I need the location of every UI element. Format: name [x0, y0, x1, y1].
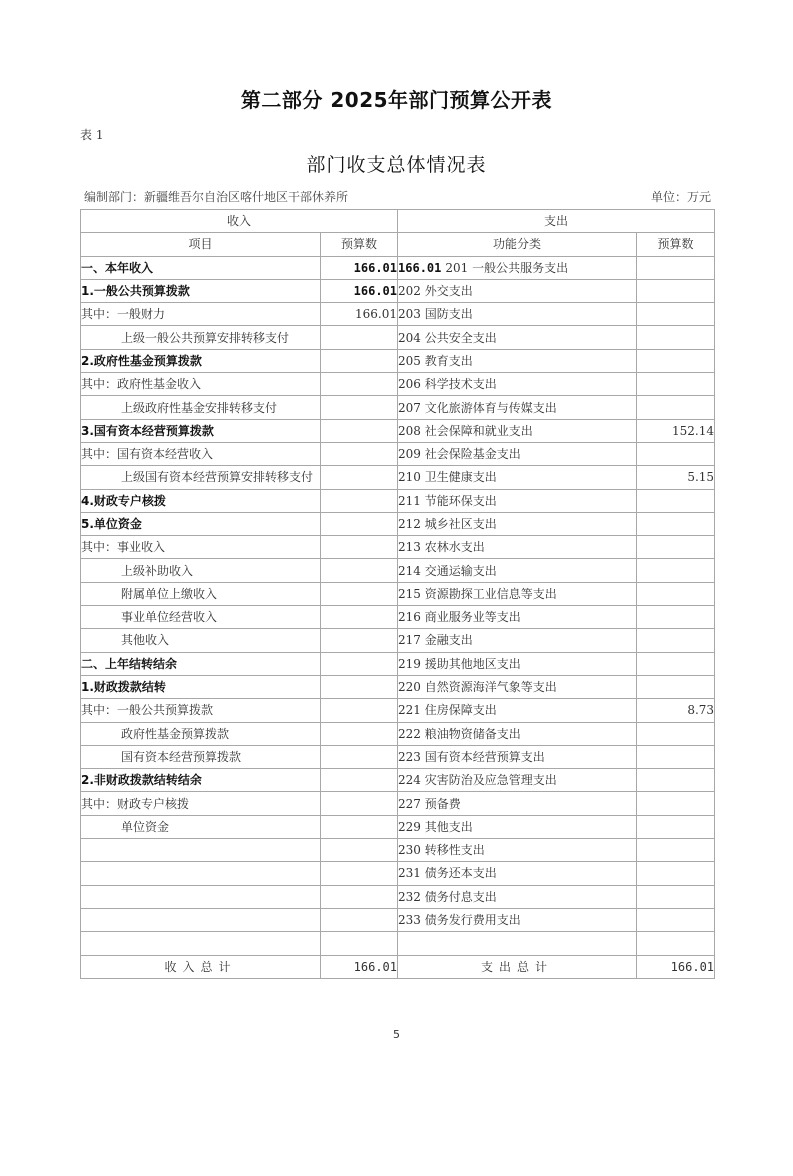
table-row	[81, 466, 715, 489]
income-amount	[321, 396, 398, 419]
income-amount	[321, 652, 398, 675]
function-category: 209 社会保险基金支出	[398, 442, 637, 465]
function-category: 202 外交支出	[398, 279, 637, 302]
function-category: 224 灾害防治及应急管理支出	[398, 769, 637, 792]
income-amount	[321, 489, 398, 512]
expense-amount	[637, 349, 715, 372]
income-item	[81, 839, 321, 862]
expense-amount	[637, 652, 715, 675]
income-amount	[321, 629, 398, 652]
income-item: 一、本年收入	[81, 256, 321, 279]
function-category-label: 201 一般公共服务支出	[445, 260, 569, 275]
income-item: 其中：财政专户核拨	[81, 792, 321, 815]
expense-total-value: 166.01	[637, 955, 715, 978]
income-item: 2.政府性基金预算拨款	[81, 349, 321, 372]
income-item: 上级一般公共预算安排转移支付	[81, 326, 321, 349]
function-category: 208 社会保障和就业支出	[398, 419, 637, 442]
table-row	[81, 582, 715, 605]
income-item: 其中：事业收入	[81, 536, 321, 559]
income-item: 事业单位经营收入	[81, 606, 321, 629]
table-row	[81, 675, 715, 698]
income-amount	[321, 839, 398, 862]
income-amount	[321, 932, 398, 955]
table-row	[81, 932, 715, 955]
column-header-income-budget: 预算数	[321, 233, 398, 256]
income-amount	[321, 349, 398, 372]
function-category: 210 卫生健康支出	[398, 466, 637, 489]
income-item: 政府性基金预算拨款	[81, 722, 321, 745]
expense-amount	[637, 629, 715, 652]
table-row	[81, 349, 715, 372]
income-item: 其中：一般公共预算拨款	[81, 699, 321, 722]
expense-amount	[637, 908, 715, 931]
table-row	[81, 745, 715, 768]
income-item: 1.财政拨款结转	[81, 675, 321, 698]
function-category: 233 债务发行费用支出	[398, 908, 637, 931]
expense-amount	[637, 582, 715, 605]
function-category: 205 教育支出	[398, 349, 637, 372]
income-item: 其中：政府性基金收入	[81, 373, 321, 396]
income-item	[81, 885, 321, 908]
function-category: 221 住房保障支出	[398, 699, 637, 722]
function-category	[398, 932, 637, 955]
function-category: 222 粮油物资储备支出	[398, 722, 637, 745]
income-amount	[321, 373, 398, 396]
table-row	[81, 815, 715, 838]
expense-amount	[637, 256, 715, 279]
table-row	[81, 792, 715, 815]
table-row	[81, 769, 715, 792]
expense-amount: 152.14	[637, 419, 715, 442]
function-category: 206 科学技术支出	[398, 373, 637, 396]
function-category: 204 公共安全支出	[398, 326, 637, 349]
income-total-label: 收入总计	[81, 955, 321, 978]
table-title: 部门收支总体情况表	[306, 154, 487, 176]
budget-summary-table	[80, 209, 715, 979]
income-item: 上级国有资本经营预算安排转移支付	[81, 466, 321, 489]
income-item: 国有资本经营预算拨款	[81, 745, 321, 768]
expense-amount	[637, 512, 715, 535]
overflow-amount: 166.01	[398, 260, 442, 275]
function-category	[398, 256, 637, 279]
income-item	[81, 908, 321, 931]
expense-amount	[637, 675, 715, 698]
table-row	[81, 559, 715, 582]
table-row	[81, 699, 715, 722]
function-category: 203 国防支出	[398, 303, 637, 326]
compiling-department: 编制部门：新疆维吾尔自治区喀什地区干部休养所	[84, 190, 349, 204]
income-amount	[321, 419, 398, 442]
income-amount	[321, 745, 398, 768]
function-category: 220 自然资源海洋气象等支出	[398, 675, 637, 698]
function-category: 214 交通运输支出	[398, 559, 637, 582]
income-item	[81, 932, 321, 955]
income-item: 其中：国有资本经营收入	[81, 442, 321, 465]
income-amount	[321, 769, 398, 792]
function-category: 227 预备费	[398, 792, 637, 815]
income-amount	[321, 908, 398, 931]
function-category: 215 资源勘探工业信息等支出	[398, 582, 637, 605]
income-amount	[321, 536, 398, 559]
table-row	[81, 652, 715, 675]
table-row	[81, 862, 715, 885]
income-section-header: 收入	[81, 210, 398, 233]
income-item: 二、上年结转结余	[81, 652, 321, 675]
function-category: 232 债务付息支出	[398, 885, 637, 908]
column-header-expense-budget: 预算数	[637, 233, 715, 256]
function-category: 231 债务还本支出	[398, 862, 637, 885]
expense-section-header: 支出	[398, 210, 715, 233]
table-row	[81, 396, 715, 419]
income-item: 1.一般公共预算拨款	[81, 279, 321, 302]
document-title: 第二部分 2025年部门预算公开表	[240, 88, 553, 112]
income-item: 单位资金	[81, 815, 321, 838]
expense-amount	[637, 722, 715, 745]
expense-amount	[637, 326, 715, 349]
table-row	[81, 512, 715, 535]
function-category: 230 转移性支出	[398, 839, 637, 862]
income-item: 5.单位资金	[81, 512, 321, 535]
function-category: 212 城乡社区支出	[398, 512, 637, 535]
expense-amount	[637, 536, 715, 559]
table-row	[81, 629, 715, 652]
income-amount	[321, 582, 398, 605]
income-amount	[321, 512, 398, 535]
function-category: 216 商业服务业等支出	[398, 606, 637, 629]
expense-amount: 5.15	[637, 466, 715, 489]
income-amount	[321, 559, 398, 582]
income-amount	[321, 675, 398, 698]
table-row	[81, 489, 715, 512]
section-header-row	[81, 210, 715, 233]
table-row	[81, 303, 715, 326]
table-row	[81, 839, 715, 862]
expense-amount	[637, 932, 715, 955]
expense-amount	[637, 885, 715, 908]
unit-label: 单位：万元	[650, 190, 711, 204]
function-category: 229 其他支出	[398, 815, 637, 838]
income-item: 4.财政专户核拨	[81, 489, 321, 512]
income-item: 上级补助收入	[81, 559, 321, 582]
income-amount: 166.01	[321, 279, 398, 302]
table-row	[81, 908, 715, 931]
expense-amount	[637, 489, 715, 512]
income-amount	[321, 442, 398, 465]
column-header-row	[81, 233, 715, 256]
expense-amount	[637, 745, 715, 768]
table-row	[81, 279, 715, 302]
table-row	[81, 722, 715, 745]
income-amount	[321, 326, 398, 349]
income-amount	[321, 722, 398, 745]
income-amount: 166.01	[321, 256, 398, 279]
expense-amount: 8.73	[637, 699, 715, 722]
income-item: 上级政府性基金安排转移支付	[81, 396, 321, 419]
totals-row	[81, 955, 715, 978]
expense-amount	[637, 815, 715, 838]
income-item: 2.非财政拨款结转结余	[81, 769, 321, 792]
expense-amount	[637, 769, 715, 792]
income-amount	[321, 606, 398, 629]
function-category: 211 节能环保支出	[398, 489, 637, 512]
income-amount	[321, 862, 398, 885]
function-category: 219 援助其他地区支出	[398, 652, 637, 675]
table-row	[81, 326, 715, 349]
expense-amount	[637, 442, 715, 465]
table-row	[81, 885, 715, 908]
expense-total-label: 支出总计	[398, 955, 637, 978]
table-row	[81, 606, 715, 629]
page-number: 5	[393, 1028, 400, 1041]
income-total-value: 166.01	[321, 955, 398, 978]
expense-amount	[637, 396, 715, 419]
table-number: 表 1	[80, 128, 104, 142]
function-category: 207 文化旅游体育与传媒支出	[398, 396, 637, 419]
expense-amount	[637, 559, 715, 582]
column-header-item: 项目	[81, 233, 321, 256]
function-category: 223 国有资本经营预算支出	[398, 745, 637, 768]
income-amount	[321, 699, 398, 722]
income-item: 其中：一般财力	[81, 303, 321, 326]
income-item: 3.国有资本经营预算拨款	[81, 419, 321, 442]
table-row	[81, 419, 715, 442]
column-header-function: 功能分类	[398, 233, 637, 256]
expense-amount	[637, 606, 715, 629]
income-amount: 166.01	[321, 303, 398, 326]
expense-amount	[637, 279, 715, 302]
income-item: 附属单位上缴收入	[81, 582, 321, 605]
function-category: 213 农林水支出	[398, 536, 637, 559]
expense-amount	[637, 792, 715, 815]
expense-amount	[637, 862, 715, 885]
income-item: 其他收入	[81, 629, 321, 652]
table-row	[81, 442, 715, 465]
function-category: 217 金融支出	[398, 629, 637, 652]
table-row	[81, 256, 715, 279]
income-item	[81, 862, 321, 885]
table-row	[81, 536, 715, 559]
income-amount	[321, 815, 398, 838]
expense-amount	[637, 373, 715, 396]
expense-amount	[637, 839, 715, 862]
expense-amount	[637, 303, 715, 326]
income-amount	[321, 885, 398, 908]
table-row	[81, 373, 715, 396]
income-amount	[321, 466, 398, 489]
income-amount	[321, 792, 398, 815]
